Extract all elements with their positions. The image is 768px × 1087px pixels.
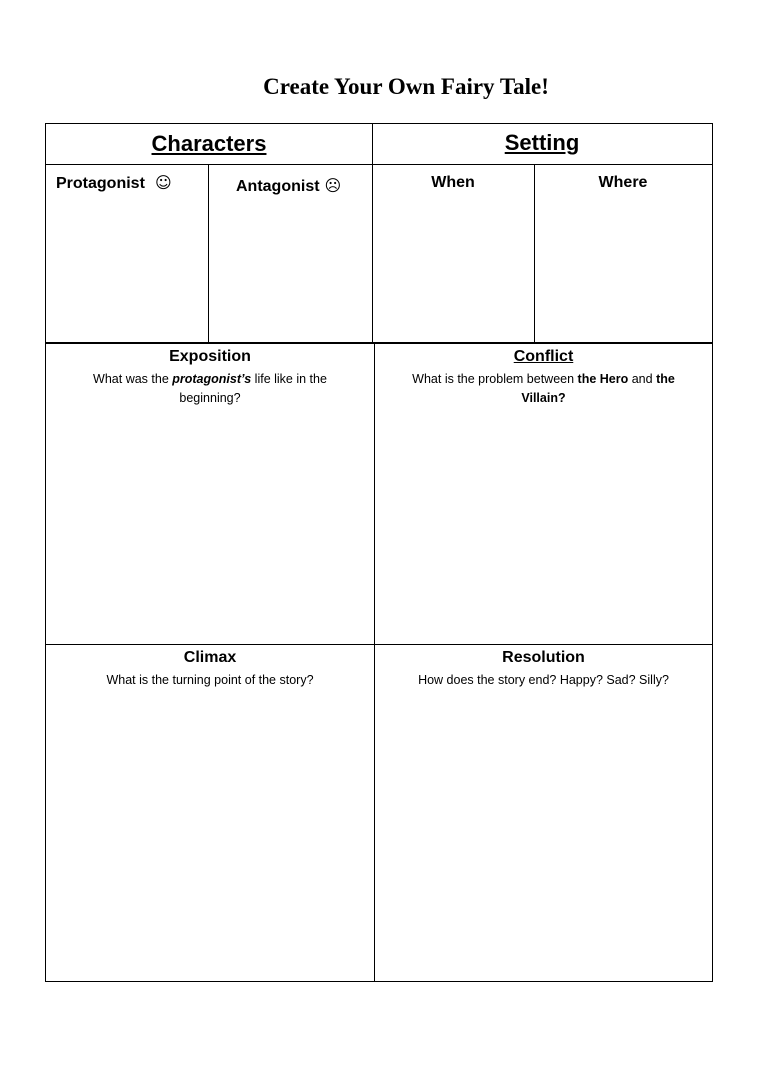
- resolution-title: Resolution: [502, 649, 585, 666]
- resolution-question: How does the story end? Happy? Sad? Silly?: [418, 673, 669, 687]
- characters-setting-table: [45, 123, 713, 343]
- exposition-box: [45, 343, 375, 645]
- conflict-title: Conflict: [513, 348, 574, 365]
- header-divider: [46, 164, 712, 165]
- characters-subdivider: [208, 164, 209, 342]
- center-divider: [372, 124, 373, 342]
- setting-heading: Setting: [504, 130, 580, 155]
- antagonist-label: Antagonist ☹: [236, 176, 342, 195]
- conflict-box: [374, 343, 713, 645]
- climax-box: [45, 644, 375, 982]
- when-label: When: [431, 174, 475, 191]
- frown-icon: ☹: [324, 176, 342, 195]
- characters-heading: Characters: [151, 131, 267, 156]
- resolution-box: [374, 644, 713, 982]
- climax-question: What is the turning point of the story?: [106, 673, 314, 687]
- conflict-question: What is the problem between the Hero and the Villain?: [412, 372, 675, 405]
- exposition-question: What was the protagonist’s life like in the beginning?: [93, 372, 327, 405]
- where-label: Where: [598, 174, 648, 191]
- page-title: Create Your Own Fairy Tale!: [263, 74, 549, 99]
- exposition-title: Exposition: [169, 348, 251, 365]
- smiley-icon: ☺: [149, 173, 172, 192]
- climax-title: Climax: [183, 649, 237, 666]
- protagonist-label: Protagonist ☺: [56, 173, 172, 192]
